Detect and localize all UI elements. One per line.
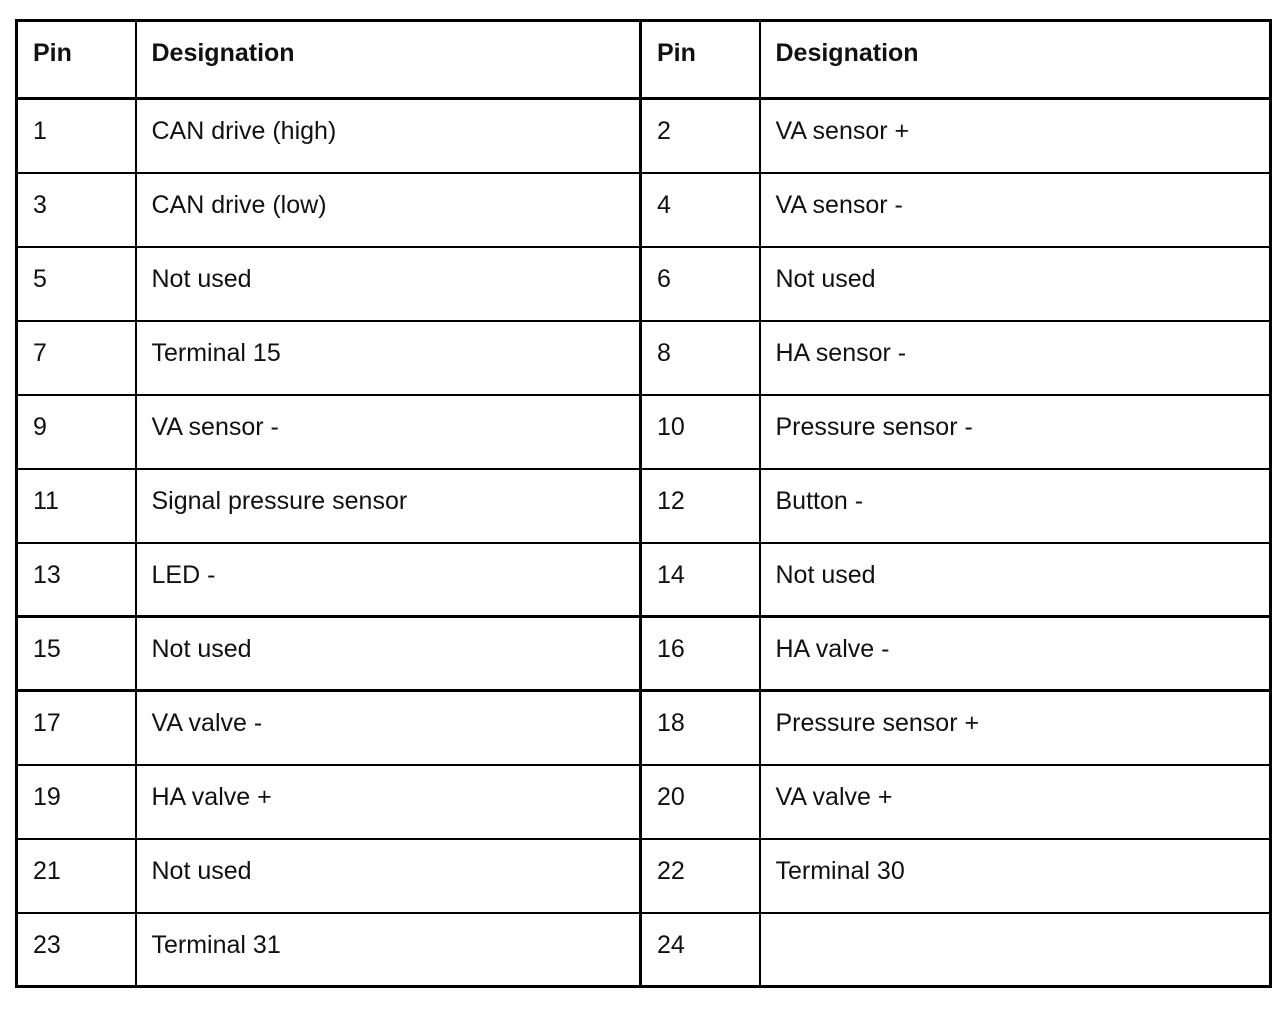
pin-designation: Terminal 15: [136, 321, 641, 395]
table-row: [17, 469, 1271, 543]
table-row: [17, 173, 1271, 247]
pin-designation: VA sensor -: [136, 395, 641, 469]
pin-number: 13: [17, 543, 136, 617]
pin-designation: Not used: [136, 839, 641, 913]
pin-designation: Pressure sensor -: [760, 395, 1271, 469]
header-designation-right: Designation: [760, 21, 1271, 99]
pin-number: 24: [641, 913, 760, 987]
table-row: [17, 765, 1271, 839]
pin-number: 9: [17, 395, 136, 469]
pin-designation: CAN drive (low): [136, 173, 641, 247]
pin-designation: Not used: [760, 247, 1271, 321]
pin-assignment-table: [15, 19, 1272, 988]
pin-designation: HA valve +: [136, 765, 641, 839]
table-row: [17, 395, 1271, 469]
pin-number: 10: [641, 395, 760, 469]
pin-number: 7: [17, 321, 136, 395]
header-pin-left: Pin: [17, 21, 136, 99]
pin-number: 8: [641, 321, 760, 395]
header-pin-right: Pin: [641, 21, 760, 99]
table-row: [17, 691, 1271, 765]
table-row: [17, 247, 1271, 321]
table-row: [17, 99, 1271, 173]
pin-number: 2: [641, 99, 760, 173]
pin-designation: Not used: [136, 247, 641, 321]
pin-number: 20: [641, 765, 760, 839]
pin-number: 4: [641, 173, 760, 247]
table-row: [17, 913, 1271, 987]
pin-designation: VA sensor -: [760, 173, 1271, 247]
table-header-row: [17, 21, 1271, 99]
pin-number: 21: [17, 839, 136, 913]
pin-designation: [760, 913, 1271, 987]
pin-number: 6: [641, 247, 760, 321]
table-row: [17, 321, 1271, 395]
pin-number: 12: [641, 469, 760, 543]
pin-designation: VA valve +: [760, 765, 1271, 839]
pin-number: 15: [17, 617, 136, 691]
pin-designation: Terminal 31: [136, 913, 641, 987]
pin-designation: HA sensor -: [760, 321, 1271, 395]
pin-number: 16: [641, 617, 760, 691]
pin-number: 18: [641, 691, 760, 765]
pin-number: 1: [17, 99, 136, 173]
pin-designation: Button -: [760, 469, 1271, 543]
pin-number: 23: [17, 913, 136, 987]
pin-number: 22: [641, 839, 760, 913]
pin-designation: Pressure sensor +: [760, 691, 1271, 765]
table-row: [17, 617, 1271, 691]
pin-designation: Terminal 30: [760, 839, 1271, 913]
pin-designation: LED -: [136, 543, 641, 617]
pin-designation: HA valve -: [760, 617, 1271, 691]
pin-number: 17: [17, 691, 136, 765]
pin-designation: Not used: [136, 617, 641, 691]
pin-designation: Signal pressure sensor: [136, 469, 641, 543]
pin-designation: VA valve -: [136, 691, 641, 765]
pin-number: 3: [17, 173, 136, 247]
table-row: [17, 839, 1271, 913]
pin-designation: Not used: [760, 543, 1271, 617]
pin-designation: VA sensor +: [760, 99, 1271, 173]
pin-number: 11: [17, 469, 136, 543]
table-row: [17, 543, 1271, 617]
header-designation-left: Designation: [136, 21, 641, 99]
pin-number: 5: [17, 247, 136, 321]
pin-number: 14: [641, 543, 760, 617]
pin-number: 19: [17, 765, 136, 839]
pin-designation: CAN drive (high): [136, 99, 641, 173]
